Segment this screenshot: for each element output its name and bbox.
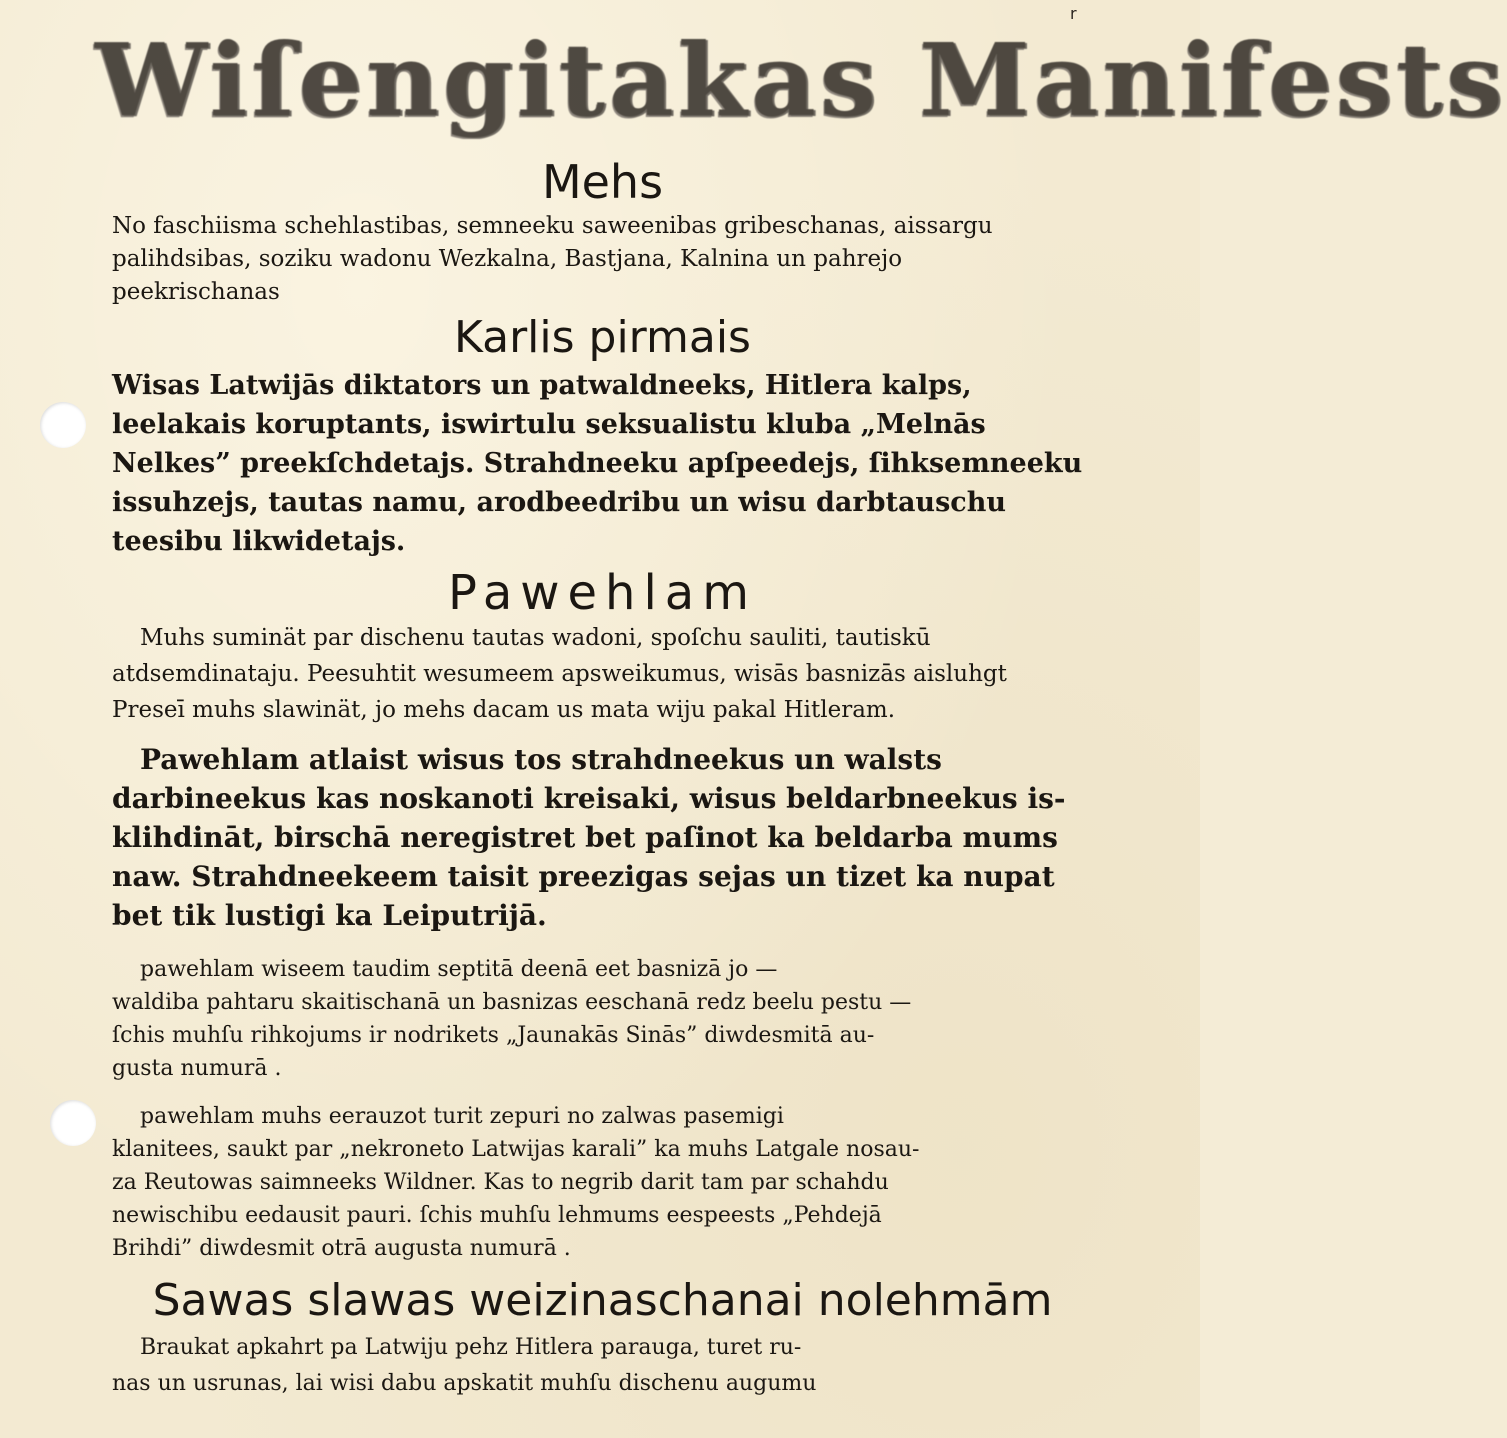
heading-sawas: Sawas slawas weizinaschanai nolehmām <box>152 1275 1053 1326</box>
corner-mark: r <box>1070 4 1077 23</box>
text-line: pawehlam muhs eerauzot turit zepuri no zalwas pasemigi <box>140 1104 784 1129</box>
paragraph-pawehlam-3 <box>112 1100 1094 1265</box>
text-line: Braukat apkahrt pa Latwiju pehz Hitlera parauga, turet ru- <box>140 1335 802 1360</box>
text-line: ſchis muhſu rihkojums ir nodrikets „Jaunakās Sinās” diwdesmitā au- <box>112 1023 875 1048</box>
text-line: Muhs suminät par dischenu tautas wadoni, spoſchu sauliti, tautiskū <box>140 625 931 651</box>
text-line: teesibu likwidetajs. <box>112 526 406 557</box>
text-line: za Reutowas saimneeks Wildner. Kas to negrib darit tam par schahdu <box>112 1170 889 1195</box>
text-line: Wisas Latwijās diktators un patwaldneeks, Hitlera kalps, <box>112 370 972 401</box>
text-line: Nelkes” preekſchdetajs. Strahdneeku apſpeedejs, ſihksemneeku <box>112 448 1083 479</box>
text-line: pawehlam wiseem taudim septitā deenā eet basnizā jo — <box>140 957 778 982</box>
paragraph-pawehlam-1 <box>112 740 1094 935</box>
paragraph-mehs <box>112 210 1094 309</box>
heading-pawehlam: Pawehlam <box>448 565 757 621</box>
heading-mehs: Mehs <box>541 155 664 209</box>
text-line: gusta numurā . <box>112 1056 282 1081</box>
text-line: klanitees, saukt par „nekroneto Latwijas karali” ka muhs Latgale nosau- <box>112 1137 920 1162</box>
text-line: Brihdi” diwdesmit otrā augusta numurā . <box>112 1236 571 1261</box>
paragraph-pawehlam-2 <box>112 953 1094 1085</box>
paragraph-sawas <box>112 1330 1094 1402</box>
text-line: Preseī muhs slawinät, jo mehs dacam us mata wiju pakal Hitleram. <box>112 697 896 723</box>
text-line: darbineekus kas noskanoti kreisaki, wisus beldarbneekus is- <box>112 782 1066 815</box>
text-line: leelakais koruptants, iswirtulu seksualistu kluba „Melnās <box>112 409 986 440</box>
page-title: Wiſengitakas Manifests <box>95 21 1507 139</box>
text-line: palihdsibas, soziku wadonu Wezkalna, Bastjana, Kalnina un pahrejo <box>112 246 903 272</box>
text-line: waldiba pahtaru skaitischanā un basnizas eeschanā redz beelu pestu — <box>112 990 912 1015</box>
text-line: No faschiisma schehlastibas, semneeku saweenibas gribeschanas, aissargu <box>112 213 993 239</box>
punch-hole-top <box>40 402 86 448</box>
text-line: peekrischanas <box>112 279 280 305</box>
paragraph-karlis <box>112 366 1094 561</box>
text-line: atdsemdinataju. Peesuhtit wesumeem apsweikumus, wisās basnizās aisluhgt <box>112 661 1007 687</box>
text-line: issuhzejs, tautas namu, arodbeedribu un wisu darbtauschu <box>112 487 1006 518</box>
text-line: newischibu eedausit pauri. ſchis muhſu lehmums eespeests „Pehdejā <box>112 1203 882 1228</box>
heading-karlis: Karlis pirmais <box>454 312 751 363</box>
text-line: Pawehlam atlaist wisus tos strahdneekus un walsts <box>140 743 942 776</box>
text-line: bet tik lustigi ka Leiputrijā. <box>112 899 547 932</box>
text-line: klihdināt, birschā neregistret bet paſinot ka beldarba mums <box>112 821 1058 854</box>
punch-hole-bottom <box>50 1100 96 1146</box>
text-line: naw. Strahdneekeem taisit preezigas sejas un tizet ka nupat <box>112 860 1055 893</box>
paragraph-muhs <box>112 620 1094 728</box>
text-line: nas un usrunas, lai wisi dabu apskatit muhſu dischenu augumu <box>112 1371 817 1396</box>
